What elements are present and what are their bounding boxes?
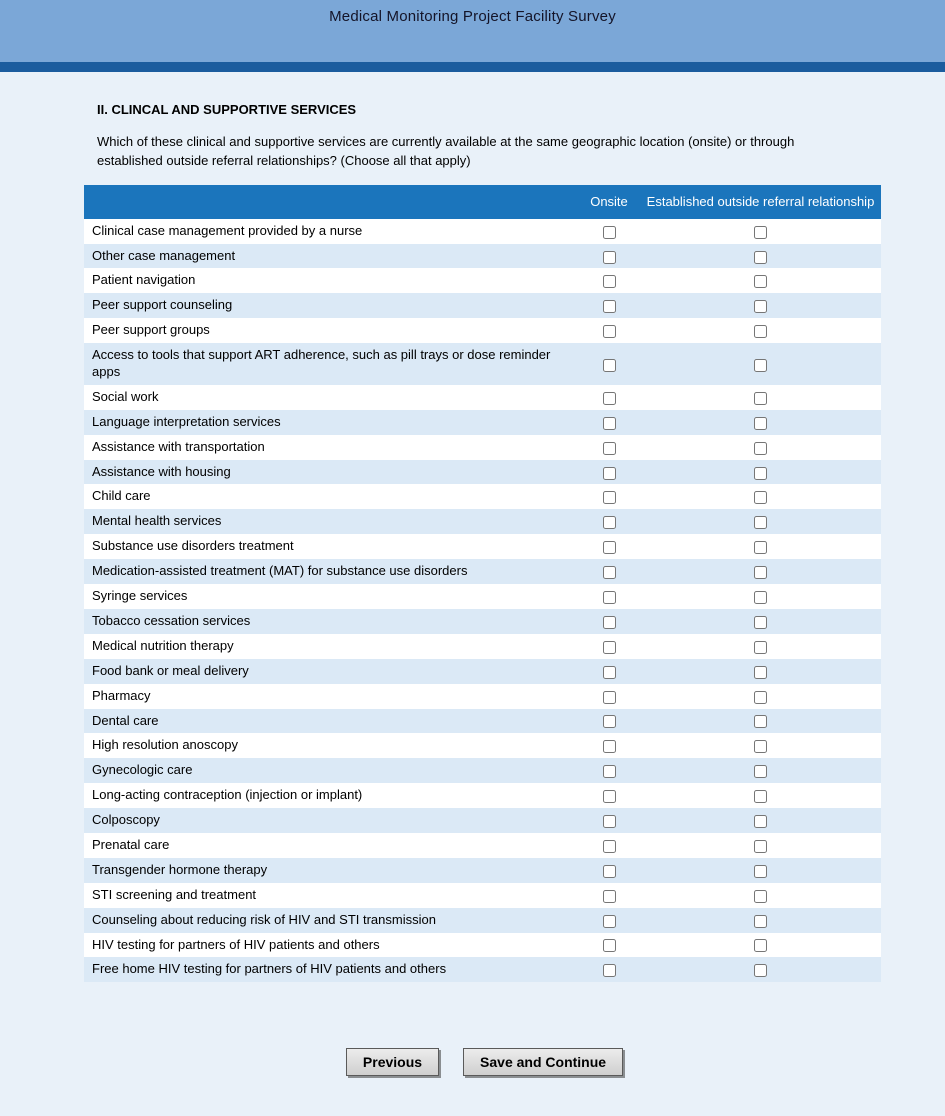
header-row [84, 185, 881, 219]
service-label: Access to tools that support ART adherence, such as pill trays or dose reminder apps [84, 343, 578, 385]
referral-checkbox[interactable] [754, 790, 767, 803]
onsite-checkbox[interactable] [603, 417, 616, 430]
onsite-checkbox-cell [578, 957, 640, 982]
table-row [84, 883, 881, 908]
onsite-checkbox[interactable] [603, 566, 616, 579]
header-accent-strip [0, 62, 945, 72]
onsite-checkbox[interactable] [603, 591, 616, 604]
service-label: Other case management [84, 244, 578, 269]
main-content [0, 72, 945, 1096]
onsite-checkbox[interactable] [603, 359, 616, 372]
onsite-checkbox[interactable] [603, 715, 616, 728]
referral-checkbox[interactable] [754, 541, 767, 554]
referral-checkbox-cell [640, 783, 881, 808]
onsite-checkbox-cell [578, 484, 640, 509]
onsite-checkbox-cell [578, 385, 640, 410]
referral-checkbox-cell [640, 293, 881, 318]
onsite-checkbox[interactable] [603, 616, 616, 629]
onsite-checkbox-cell [578, 709, 640, 734]
column-header-blank [84, 185, 578, 219]
referral-checkbox[interactable] [754, 691, 767, 704]
form-button-row [84, 1048, 885, 1096]
onsite-checkbox-cell [578, 883, 640, 908]
service-label: Dental care [84, 709, 578, 734]
referral-checkbox-cell [640, 883, 881, 908]
referral-checkbox[interactable] [754, 591, 767, 604]
onsite-checkbox[interactable] [603, 491, 616, 504]
column-header-referral: Established outside referral relationship [640, 185, 881, 219]
onsite-checkbox-cell [578, 343, 640, 385]
referral-checkbox-cell [640, 957, 881, 982]
referral-checkbox-cell [640, 435, 881, 460]
table-row [84, 833, 881, 858]
referral-checkbox[interactable] [754, 641, 767, 654]
service-label: STI screening and treatment [84, 883, 578, 908]
service-label: Food bank or meal delivery [84, 659, 578, 684]
referral-checkbox-cell [640, 343, 881, 385]
onsite-checkbox-cell [578, 318, 640, 343]
onsite-checkbox[interactable] [603, 251, 616, 264]
onsite-checkbox[interactable] [603, 467, 616, 480]
services-table-header [84, 185, 881, 219]
onsite-checkbox[interactable] [603, 865, 616, 878]
service-label: Transgender hormone therapy [84, 858, 578, 883]
service-label: Free home HIV testing for partners of HIV patients and others [84, 957, 578, 982]
onsite-checkbox[interactable] [603, 641, 616, 654]
referral-checkbox[interactable] [754, 275, 767, 288]
service-label: Medical nutrition therapy [84, 634, 578, 659]
service-label: Gynecologic care [84, 758, 578, 783]
service-label: Language interpretation services [84, 410, 578, 435]
referral-checkbox[interactable] [754, 467, 767, 480]
onsite-checkbox-cell [578, 293, 640, 318]
table-row [84, 268, 881, 293]
referral-checkbox-cell [640, 584, 881, 609]
referral-checkbox-cell [640, 933, 881, 958]
referral-checkbox-cell [640, 385, 881, 410]
service-label: Pharmacy [84, 684, 578, 709]
service-label: Tobacco cessation services [84, 609, 578, 634]
onsite-checkbox[interactable] [603, 392, 616, 405]
referral-checkbox-cell [640, 908, 881, 933]
table-row [84, 933, 881, 958]
table-row [84, 858, 881, 883]
referral-checkbox-cell [640, 733, 881, 758]
referral-checkbox-cell [640, 609, 881, 634]
referral-checkbox[interactable] [754, 915, 767, 928]
referral-checkbox[interactable] [754, 566, 767, 579]
referral-checkbox-cell [640, 460, 881, 485]
onsite-checkbox[interactable] [603, 691, 616, 704]
table-row [84, 219, 881, 244]
table-row [84, 609, 881, 634]
referral-checkbox[interactable] [754, 442, 767, 455]
onsite-checkbox-cell [578, 584, 640, 609]
referral-checkbox[interactable] [754, 491, 767, 504]
column-header-onsite: Onsite [578, 185, 640, 219]
service-label: Child care [84, 484, 578, 509]
referral-checkbox-cell [640, 659, 881, 684]
onsite-checkbox-cell [578, 634, 640, 659]
onsite-checkbox-cell [578, 534, 640, 559]
onsite-checkbox[interactable] [603, 666, 616, 679]
service-label: High resolution anoscopy [84, 733, 578, 758]
save-and-continue-button[interactable]: Save and Continue [463, 1048, 623, 1076]
table-row [84, 460, 881, 485]
table-row [84, 435, 881, 460]
referral-checkbox-cell [640, 534, 881, 559]
table-row [84, 908, 881, 933]
page-title: Medical Monitoring Project Facility Survey [329, 8, 616, 25]
table-row [84, 684, 881, 709]
service-label: HIV testing for partners of HIV patients and others [84, 933, 578, 958]
service-label: Peer support groups [84, 318, 578, 343]
referral-checkbox-cell [640, 858, 881, 883]
table-row [84, 534, 881, 559]
previous-button[interactable]: Previous [346, 1048, 439, 1076]
referral-checkbox[interactable] [754, 392, 767, 405]
service-label: Mental health services [84, 509, 578, 534]
onsite-checkbox-cell [578, 244, 640, 269]
onsite-checkbox[interactable] [603, 915, 616, 928]
service-label: Clinical case management provided by a nurse [84, 219, 578, 244]
service-label: Syringe services [84, 584, 578, 609]
table-row [84, 957, 881, 982]
service-label: Peer support counseling [84, 293, 578, 318]
onsite-checkbox-cell [578, 733, 640, 758]
referral-checkbox[interactable] [754, 890, 767, 903]
onsite-checkbox-cell [578, 659, 640, 684]
table-row [84, 659, 881, 684]
referral-checkbox[interactable] [754, 715, 767, 728]
table-row [84, 509, 881, 534]
referral-checkbox-cell [640, 758, 881, 783]
referral-checkbox[interactable] [754, 765, 767, 778]
onsite-checkbox-cell [578, 684, 640, 709]
service-label: Social work [84, 385, 578, 410]
service-label: Colposcopy [84, 808, 578, 833]
onsite-checkbox[interactable] [603, 516, 616, 529]
referral-checkbox[interactable] [754, 939, 767, 952]
onsite-checkbox[interactable] [603, 541, 616, 554]
table-row [84, 559, 881, 584]
table-row [84, 293, 881, 318]
onsite-checkbox[interactable] [603, 226, 616, 239]
onsite-checkbox[interactable] [603, 964, 616, 977]
service-label: Patient navigation [84, 268, 578, 293]
onsite-checkbox[interactable] [603, 815, 616, 828]
referral-checkbox-cell [640, 833, 881, 858]
service-label: Long-acting contraception (injection or implant) [84, 783, 578, 808]
onsite-checkbox-cell [578, 783, 640, 808]
table-row [84, 484, 881, 509]
referral-checkbox[interactable] [754, 300, 767, 313]
onsite-checkbox[interactable] [603, 765, 616, 778]
referral-checkbox[interactable] [754, 226, 767, 239]
referral-checkbox-cell [640, 808, 881, 833]
table-row [84, 783, 881, 808]
table-row [84, 758, 881, 783]
section-heading: II. CLINCAL AND SUPPORTIVE SERVICES [97, 102, 357, 117]
referral-checkbox[interactable] [754, 251, 767, 264]
onsite-checkbox-cell [578, 268, 640, 293]
onsite-checkbox-cell [578, 509, 640, 534]
onsite-checkbox-cell [578, 410, 640, 435]
onsite-checkbox-cell [578, 933, 640, 958]
services-table-body [84, 219, 881, 983]
referral-checkbox[interactable] [754, 616, 767, 629]
referral-checkbox[interactable] [754, 666, 767, 679]
onsite-checkbox-cell [578, 460, 640, 485]
onsite-checkbox-cell [578, 758, 640, 783]
onsite-checkbox[interactable] [603, 890, 616, 903]
referral-checkbox[interactable] [754, 840, 767, 853]
onsite-checkbox[interactable] [603, 840, 616, 853]
services-table [84, 185, 881, 983]
referral-checkbox[interactable] [754, 359, 767, 372]
referral-checkbox-cell [640, 484, 881, 509]
onsite-checkbox[interactable] [603, 939, 616, 952]
onsite-checkbox[interactable] [603, 275, 616, 288]
onsite-checkbox-cell [578, 808, 640, 833]
referral-checkbox[interactable] [754, 964, 767, 977]
table-row [84, 634, 881, 659]
onsite-checkbox-cell [578, 219, 640, 244]
referral-checkbox[interactable] [754, 516, 767, 529]
referral-checkbox[interactable] [754, 325, 767, 338]
service-label: Prenatal care [84, 833, 578, 858]
onsite-checkbox[interactable] [603, 325, 616, 338]
referral-checkbox-cell [640, 318, 881, 343]
referral-checkbox-cell [640, 268, 881, 293]
onsite-checkbox-cell [578, 559, 640, 584]
service-label: Substance use disorders treatment [84, 534, 578, 559]
onsite-checkbox-cell [578, 858, 640, 883]
onsite-checkbox[interactable] [603, 442, 616, 455]
question-text: Which of these clinical and supportive services are currently available at the same geographic location (onsite) or through established outside referral relationships? (Choose all that apply) [97, 134, 795, 168]
table-row [84, 808, 881, 833]
service-label: Medication-assisted treatment (MAT) for substance use disorders [84, 559, 578, 584]
service-label: Assistance with transportation [84, 435, 578, 460]
referral-checkbox-cell [640, 709, 881, 734]
referral-checkbox-cell [640, 684, 881, 709]
referral-checkbox-cell [640, 244, 881, 269]
table-row [84, 343, 881, 385]
onsite-checkbox-cell [578, 908, 640, 933]
onsite-checkbox-cell [578, 435, 640, 460]
referral-checkbox[interactable] [754, 740, 767, 753]
referral-checkbox-cell [640, 410, 881, 435]
onsite-checkbox-cell [578, 833, 640, 858]
table-row [84, 709, 881, 734]
table-row [84, 584, 881, 609]
service-label: Counseling about reducing risk of HIV and STI transmission [84, 908, 578, 933]
onsite-checkbox[interactable] [603, 300, 616, 313]
table-row [84, 318, 881, 343]
referral-checkbox[interactable] [754, 815, 767, 828]
table-row [84, 244, 881, 269]
onsite-checkbox-cell [578, 609, 640, 634]
referral-checkbox-cell [640, 509, 881, 534]
onsite-checkbox[interactable] [603, 740, 616, 753]
onsite-checkbox[interactable] [603, 790, 616, 803]
referral-checkbox-cell [640, 634, 881, 659]
table-row [84, 385, 881, 410]
table-row [84, 410, 881, 435]
header-banner [0, 0, 945, 62]
service-label: Assistance with housing [84, 460, 578, 485]
referral-checkbox[interactable] [754, 417, 767, 430]
referral-checkbox[interactable] [754, 865, 767, 878]
referral-checkbox-cell [640, 559, 881, 584]
referral-checkbox-cell [640, 219, 881, 244]
table-row [84, 733, 881, 758]
